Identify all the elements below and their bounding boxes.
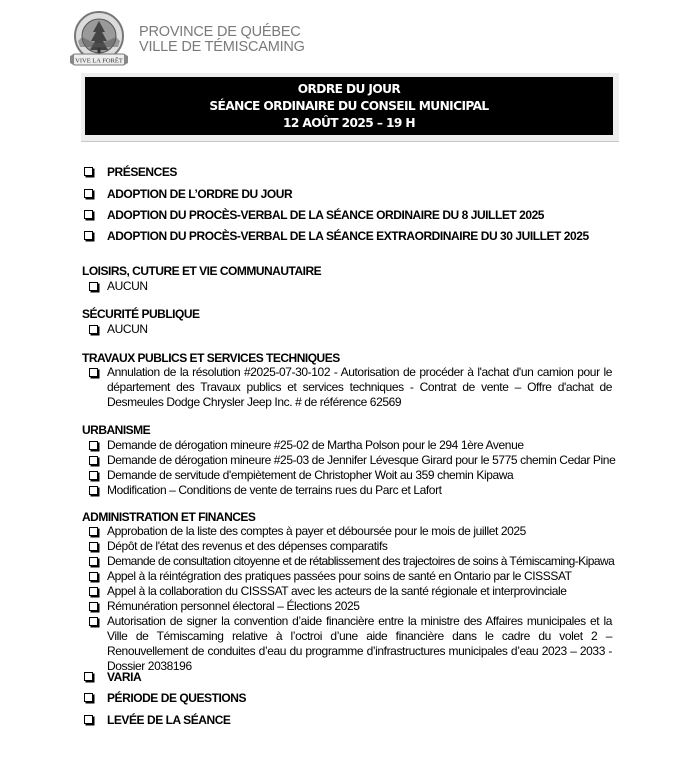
checkbox-icon <box>89 587 98 596</box>
agenda-item-label: LEVÉE DE LA SÉANCE <box>107 713 231 727</box>
checkbox-icon <box>84 167 93 176</box>
checkbox-icon <box>89 441 98 450</box>
section-title-travaux: TRAVAUX PUBLICS ET SERVICES TECHNIQUES <box>82 351 340 365</box>
section-item-label: Appel à la réintégration des pratiques passées pour soins de santé en Ontario par le CISSSAT <box>107 569 572 583</box>
section-item-label: Annulation de la résolution #2025-07-30-102 - Autorisation de procéder à l'achat d'un camion pour le département des Travaux publics et services techniques - Contrat de vente – Offre d'achat de Desmeules Dodge Chrysler Jeep Inc. # de référence 62569 <box>107 365 612 409</box>
section-item-label: Demande de servitude d'empiètement de Christopher Woit au 359 chemin Kipawa <box>107 468 514 482</box>
checkbox-icon <box>89 572 98 581</box>
section-item <box>89 584 612 599</box>
agenda-item-label: VARIA <box>107 670 142 684</box>
checkbox-icon <box>89 486 98 495</box>
section-item-label: Dépôt de l'état des revenus et des dépenses comparatifs <box>107 539 388 553</box>
checkbox-icon <box>89 471 98 480</box>
title-line-2: SÉANCE ORDINAIRE DU CONSEIL MUNICIPAL <box>209 99 489 113</box>
section-title-loisirs: LOISIRS, CUTURE ET VIE COMMUNAUTAIRE <box>82 264 322 278</box>
section-item <box>89 569 612 584</box>
checkbox-icon <box>89 282 98 291</box>
agenda-item-label: ADOPTION DU PROCÈS-VERBAL DE LA SÉANCE ORDINAIRE DU 8 JUILLET 2025 <box>107 208 545 222</box>
checkbox-icon <box>89 527 98 536</box>
section-item <box>89 453 616 468</box>
header-text <box>139 25 305 55</box>
checkbox-icon <box>89 542 98 551</box>
section-item <box>89 365 612 410</box>
agenda-item-label: PÉRIODE DE QUESTIONS <box>107 691 247 705</box>
section-item <box>89 322 612 337</box>
checkbox-icon <box>84 715 93 724</box>
section-item-label: Approbation de la liste des comptes à payer et déboursée pour le mois de juillet 2025 <box>107 524 526 538</box>
section-item <box>89 483 612 498</box>
svg-text:VIVE LA FORÊT: VIVE LA FORÊT <box>75 57 123 65</box>
section-item <box>89 468 612 483</box>
checkbox-icon <box>84 189 93 198</box>
section-item-label: AUCUN <box>107 322 148 336</box>
section-item-label: Demande de dérogation mineure #25-02 de Martha Polson pour le 294 1ère Avenue <box>107 438 524 452</box>
section-title-securite: SÉCURITÉ PUBLIQUE <box>82 307 200 321</box>
section-item-label: Rémunération personnel électoral – Élections 2025 <box>107 599 360 613</box>
checkbox-icon <box>84 693 93 702</box>
checkbox-icon <box>89 368 98 377</box>
title-box <box>81 73 619 141</box>
section-item-label: Demande de dérogation mineure #25-03 de Jennifer Lévesque Girard pour le 5775 chemin Cedar Pine <box>107 453 616 467</box>
checkbox-icon <box>89 617 98 626</box>
section-item <box>89 599 612 614</box>
section-item <box>89 614 612 674</box>
agenda-item-label: ADOPTION DE L’ORDRE DU JOUR <box>107 187 293 201</box>
city-label: VILLE DE TÉMISCAMING <box>139 39 305 55</box>
checkbox-icon <box>84 210 93 219</box>
section-item <box>89 524 612 539</box>
checkbox-icon <box>89 557 98 566</box>
title-line-3: 12 AOÛT 2025 – 19 H <box>283 116 415 130</box>
section-title-administration: ADMINISTRATION ET FINANCES <box>82 510 256 524</box>
checkbox-icon <box>89 602 98 611</box>
section-title-urbanisme: URBANISME <box>82 423 151 437</box>
province-label: PROVINCE DE QUÉBEC <box>139 24 301 40</box>
checkbox-icon <box>84 231 93 240</box>
section-item <box>89 279 612 294</box>
section-item-label: Appel à la collaboration du CISSSAT avec les acteurs de la santé régionale et interprovinciale <box>107 584 567 598</box>
city-seal-logo <box>68 10 130 72</box>
agenda-item-label: PRÉSENCES <box>107 165 177 179</box>
agenda-item-label: ADOPTION DU PROCÈS-VERBAL DE LA SÉANCE EXTRAORDINAIRE DU 30 JUILLET 2025 <box>107 229 589 243</box>
section-item-label: Autorisation de signer la convention d’aide financière entre la ministre des Affaires municipales et la Ville de Témiscaming relative à l’octroi d’une aide financière dans le cadre du volet 2 – Renouvellement de conduites d’eau du programme d’infrastructures municipales d’eau 2023 – 2033 - Dossier 2038196 <box>107 614 612 673</box>
section-item-label: AUCUN <box>107 279 148 293</box>
checkbox-icon <box>84 672 93 681</box>
checkbox-icon <box>89 456 98 465</box>
section-item-label: Demande de consultation citoyenne et de rétablissement des trajectoires de soins à Témiscaming-Kipawa <box>107 554 615 568</box>
section-item-label: Modification – Conditions de vente de terrains rues du Parc et Lafort <box>107 483 442 497</box>
section-item <box>89 438 612 453</box>
checkbox-icon <box>89 325 98 334</box>
section-item <box>89 539 612 554</box>
title-line-1: ORDRE DU JOUR <box>297 82 401 96</box>
section-item <box>89 554 615 569</box>
